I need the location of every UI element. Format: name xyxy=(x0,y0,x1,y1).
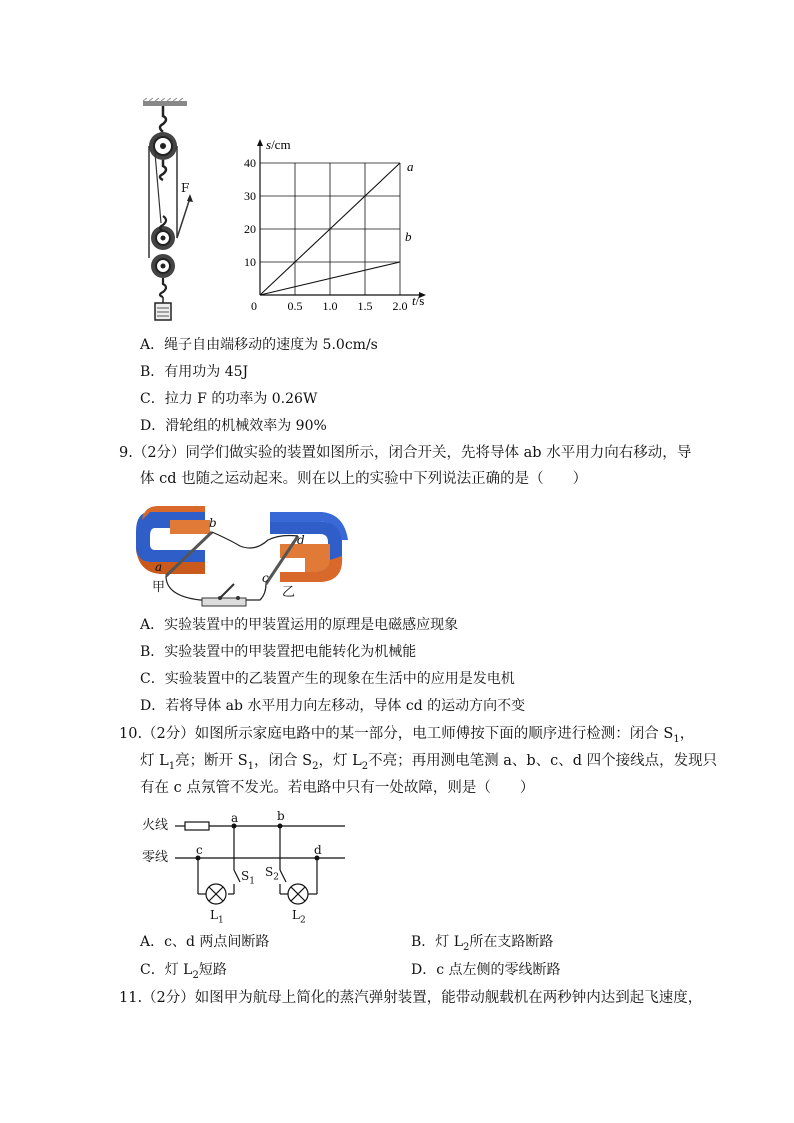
electromagnet-apparatus-figure xyxy=(130,500,370,612)
q9-label-d: d xyxy=(297,533,305,547)
q10-point-b: b xyxy=(277,809,285,823)
q10-zero-line-label: 零线 xyxy=(142,850,169,865)
x-tick-label: 1.5 xyxy=(357,299,373,313)
force-label-F: F xyxy=(181,181,190,195)
y-tick-label: 20 xyxy=(244,222,256,236)
x-tick-label: 2.0 xyxy=(392,299,408,313)
q10-stem-line1: 10.（2分）如图所示家庭电路中的某一部分，电工师傅按下面的顺序进行检测：闭合 $S_1$， xyxy=(119,726,695,745)
q10-lamp-l1-label: $L_1$ xyxy=(210,908,224,926)
q9-label-c: c xyxy=(262,571,269,585)
q10-switch-s1: $S_1$ xyxy=(241,869,255,887)
q9-option-c[interactable]: C．实验装置中的乙装置产生的现象在生活中的应用是发电机 xyxy=(140,671,515,687)
x-axis-label: t/s xyxy=(412,293,425,308)
x-tick-label: 1.0 xyxy=(322,299,338,313)
q10-stem-line3: 有在 c 点氖管不发光。若电路中只有一处故障，则是（ ） xyxy=(140,780,535,796)
q9-option-a[interactable]: A．实验装置中的甲装置运用的原理是电磁感应现象 xyxy=(140,617,459,633)
q9-label-b: b xyxy=(209,516,217,530)
q11-stem-line1: 11.（2分）如图甲为航母上简化的蒸汽弹射装置，能带动舰载机在两秒钟内达到起飞速度， xyxy=(119,990,703,1006)
pulley-diagram xyxy=(135,98,195,328)
q10-option-d[interactable]: D．c 点左侧的零线断路 xyxy=(411,962,561,978)
line-a-label: a xyxy=(407,159,414,174)
fuse xyxy=(185,822,209,830)
y-tick-label: 40 xyxy=(244,156,256,170)
q9-label-yi: 乙 xyxy=(282,585,296,600)
q8-option-c[interactable]: C．拉力 F 的功率为 0.26W xyxy=(140,391,318,407)
q9-option-d[interactable]: D．若将导体 ab 水平用力向左移动，导体 cd 的运动方向不变 xyxy=(140,698,526,714)
y-axis-label: s/cm xyxy=(266,137,291,152)
q8-option-b[interactable]: B．有用功为 45J xyxy=(140,364,249,380)
x-tick-label: 0.5 xyxy=(287,299,303,313)
q10-point-c: c xyxy=(196,843,203,857)
q10-switch-s2: $S_2$ xyxy=(265,865,279,883)
x-tick-label: 0 xyxy=(251,299,257,313)
s-t-graph xyxy=(240,135,440,315)
q10-stem-line2: 灯 $L_1$亮；断开 $S_1$，闭合 $S_2$，灯 $L_2$不亮；再用测电笔测 a、b、c、d 四个接线点，发现只 xyxy=(140,753,718,772)
q10-option-a[interactable]: A．c、d 两点间断路 xyxy=(140,934,270,950)
q10-fire-line-label: 火线 xyxy=(142,818,169,833)
q10-point-d: d xyxy=(314,843,322,857)
q8-option-a[interactable]: A．绳子自由端移动的速度为 5.0cm/s xyxy=(140,337,378,353)
q9-stem-line1: 9.（2分）同学们做实验的装置如图所示，闭合开关，先将导体 ab 水平用力向右移动，导 xyxy=(119,445,692,461)
y-axis-arrow xyxy=(257,139,263,146)
line-b-label: b xyxy=(405,229,412,244)
q9-stem-line2: 体 cd 也随之运动起来。则在以上的实验中下列说法正确的是（ ） xyxy=(140,471,588,487)
q9-label-a: a xyxy=(155,560,163,574)
q10-point-a: a xyxy=(231,811,239,825)
q9-label-jia: 甲 xyxy=(152,580,166,595)
q10-lamp-l2-label: $L_2$ xyxy=(292,908,306,926)
q10-option-c[interactable]: C．灯 $L_2$短路 xyxy=(140,962,227,981)
q8-option-d[interactable]: D．滑轮组的机械效率为 90% xyxy=(140,418,327,434)
q9-option-b[interactable]: B．实验装置中的甲装置把电能转化为机械能 xyxy=(140,644,417,660)
q10-option-b[interactable]: B．灯 $L_2$所在支路断路 xyxy=(411,934,554,953)
y-tick-label: 10 xyxy=(244,255,256,269)
y-tick-label: 30 xyxy=(244,189,256,203)
